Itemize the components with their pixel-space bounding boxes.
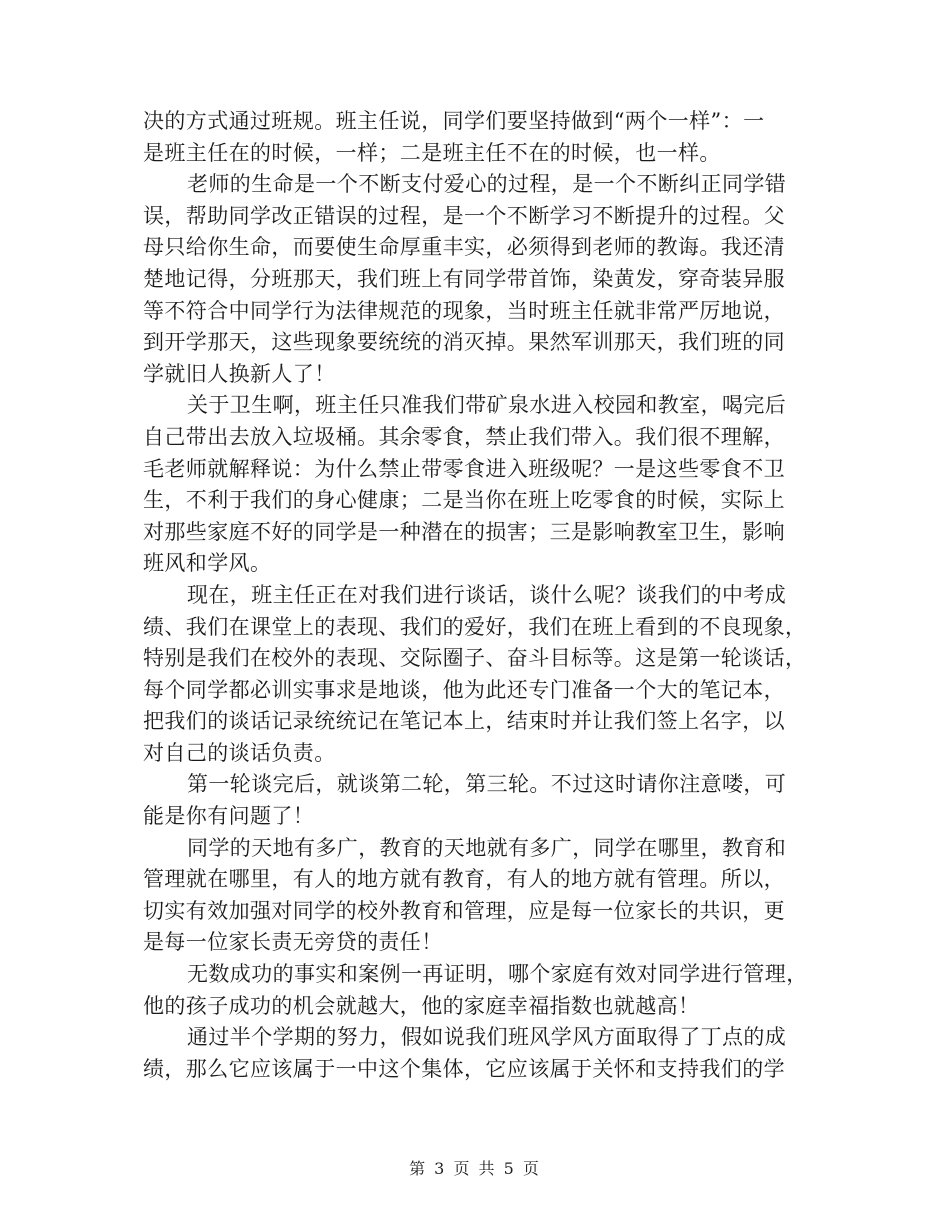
text-line: 学就旧人换新人了！ [143, 361, 336, 386]
text-line: 特别是我们在校外的表现、交际圈子、奋斗目标等。这是第一轮谈话， [143, 646, 807, 671]
text-line: 每个同学都必训实事求是地谈，他为此还专门准备一个大的笔记本， [143, 677, 785, 702]
text-line: 第一轮谈完后，就谈第二轮，第三轮。不过这时请你注意喽，可 [187, 772, 787, 797]
text-line: 误，帮助同学改正错误的过程，是一个不断学习不断提升的过程。父 [143, 203, 785, 228]
text-line: 决的方式通过班规。班主任说，同学们要坚持做到“两个一样”：一 [143, 109, 765, 133]
text-line: 母只给你生命，而要使生命厚重丰实，必须得到老师的教诲。我还清 [143, 235, 785, 260]
text-line: 通过半个学期的努力，假如说我们班风学风方面取得了丁点的成 [187, 1025, 787, 1050]
text-line: 楚地记得，分班那天，我们班上有同学带首饰，染黄发，穿奇装异服 [143, 266, 785, 291]
document-body [143, 106, 808, 1085]
text-line: 是每一位家长责无旁贷的责任！ [143, 930, 443, 955]
text-line: 等不符合中同学行为法律规范的现象，当时班主任就非常严厉地说， [143, 298, 785, 323]
text-line: 自己带出去放入垃圾桶。其余零食，禁止我们带入。我们很不理解， [143, 424, 785, 449]
text-line: 能是你有问题了！ [143, 804, 315, 829]
text-line: 绩、我们在课堂上的表现、我们的爱好，我们在班上看到的不良现象， [143, 614, 807, 639]
text-line: 是班主任在的时候，一样；二是班主任不在的时候，也一样。 [143, 140, 721, 165]
text-line: 对那些家庭不好的同学是一种潜在的损害；三是影响教室卫生，影响 [143, 519, 785, 544]
text-line: 毛老师就解释说：为什么禁止带零食进入班级呢？一是这些零食不卫 [143, 456, 785, 481]
text-line: 到开学那天，这些现象要统统的消灭掉。果然军训那天，我们班的同 [143, 330, 785, 355]
text-line: 老师的生命是一个不断支付爱心的过程，是一个不断纠正同学错 [187, 172, 787, 197]
text-line: 他的孩子成功的机会就越大，他的家庭幸福指数也就越高！ [143, 993, 700, 1018]
text-line: 切实有效加强对同学的校外教育和管理，应是每一位家长的共识，更 [143, 898, 785, 923]
text-line: 同学的天地有多广，教育的天地就有多广，同学在哪里，教育和 [187, 835, 787, 860]
text-line: 关于卫生啊，班主任只准我们带矿泉水进入校园和教室，喝完后 [187, 393, 787, 418]
text-line: 现在，班主任正在对我们进行谈话，谈什么呢？谈我们的中考成 [187, 582, 787, 607]
text-line: 绩，那么它应该属于一中这个集体，它应该属于关怀和支持我们的学 [143, 1056, 785, 1081]
text-line: 班风和学风。 [143, 551, 272, 576]
page-footer: 第 3 页 共 5 页 [409, 1159, 541, 1178]
text-line: 生，不利于我们的身心健康；二是当你在班上吃零食的时候，实际上 [143, 488, 785, 513]
text-line: 把我们的谈话记录统统记在笔记本上，结束时并让我们签上名字，以 [143, 709, 785, 734]
text-line: 对自己的谈话负责。 [143, 740, 336, 765]
text-line: 管理就在哪里，有人的地方就有教育，有人的地方就有管理。所以， [143, 867, 785, 892]
text-line: 无数成功的事实和案例一再证明，哪个家庭有效对同学进行管理， [187, 962, 808, 987]
